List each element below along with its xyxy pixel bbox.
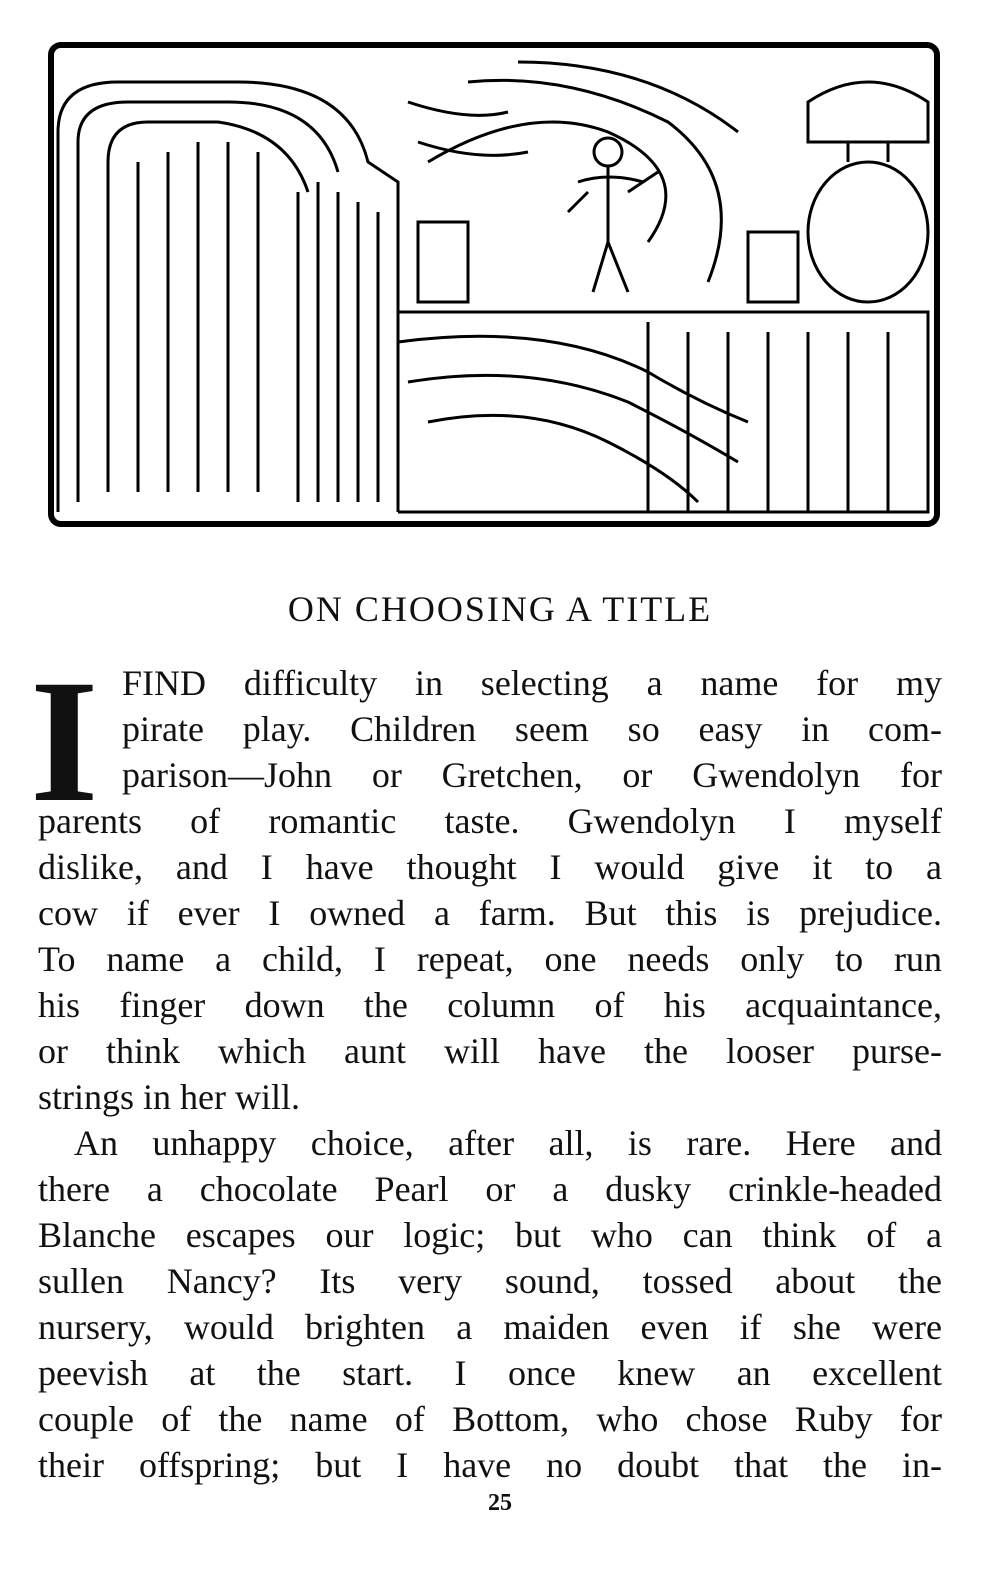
text-line-7: To name a child, I repeat, one needs only to run	[38, 939, 942, 979]
text-line-13: Blanche escapes our logic; but who can think of a	[38, 1215, 942, 1255]
text-line-8: his finger down the column of his acquaintance,	[38, 985, 942, 1025]
text-line-4: parents of romantic taste. Gwendolyn I myself	[38, 801, 942, 841]
text-line-10: strings in her will.	[38, 1077, 300, 1117]
chapter-title: ON CHOOSING A TITLE	[287, 589, 713, 629]
text-line-1: FIND difficulty in selecting a name for my	[122, 663, 942, 703]
text-line-11: An unhappy choice, after all, is rare. Here and	[74, 1123, 942, 1163]
text-line-12: there a chocolate Pearl or a dusky crinkle-headed	[38, 1169, 942, 1209]
text-line-16: peevish at the start. I once knew an excellent	[38, 1353, 942, 1393]
text-line-5: dislike, and I have thought I would give it to a	[38, 847, 942, 887]
pen-ink-illustration	[48, 42, 940, 527]
text-line-6: cow if ever I owned a farm. But this is prejudice.	[38, 893, 942, 933]
drop-cap: I	[30, 644, 99, 839]
text-line-18: their offspring; but I have no doubt that the in-	[38, 1445, 942, 1485]
text-line-2: pirate play. Children seem so easy in com-	[122, 709, 942, 749]
text-line-14: sullen Nancy? Its very sound, tossed about the	[38, 1261, 942, 1301]
page-number: 25	[488, 1490, 512, 1516]
text-line-17: couple of the name of Bottom, who chose Ruby for	[38, 1399, 942, 1439]
text-line-3: parison—John or Gretchen, or Gwendolyn for	[122, 755, 942, 795]
text-line-9: or think which aunt will have the looser purse-	[38, 1031, 942, 1071]
text-line-15: nursery, would brighten a maiden even if she were	[38, 1307, 942, 1347]
